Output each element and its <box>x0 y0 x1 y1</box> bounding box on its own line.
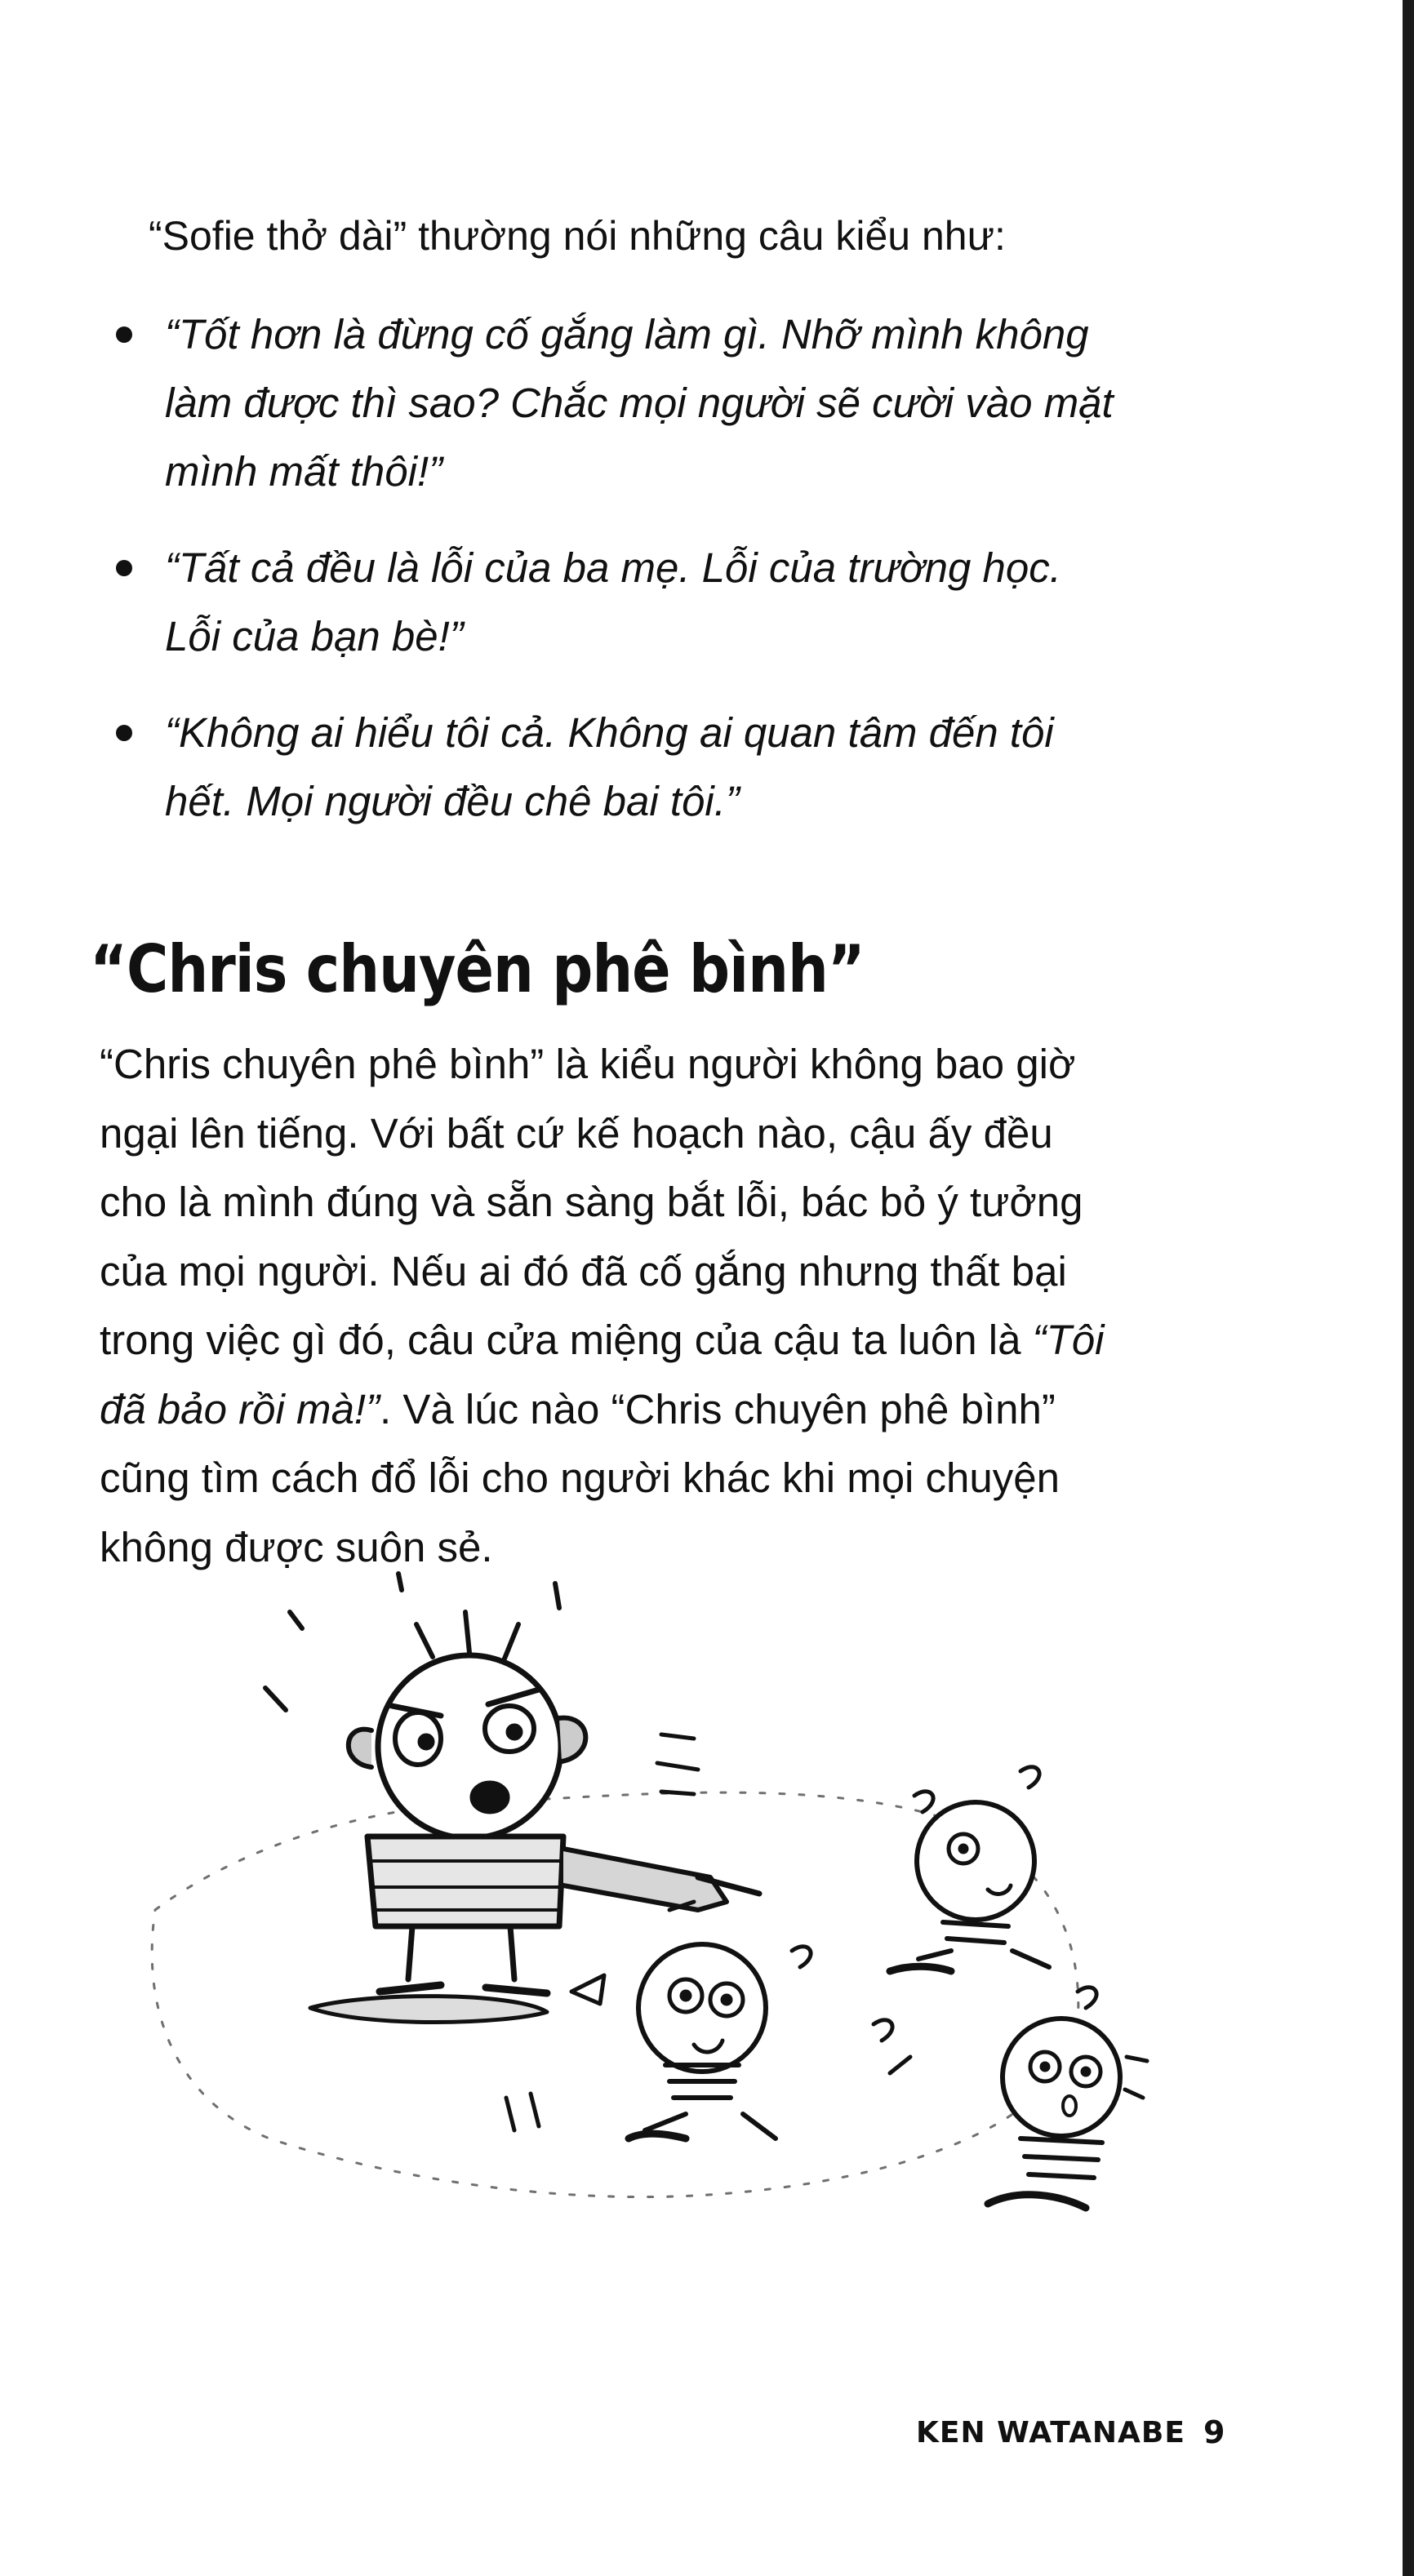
paragraph-line: cho là mình đúng và sẵn sàng bắt lỗi, bác bỏ ý tưởng <box>100 1179 1083 1225</box>
bullet-line: “Tốt hơn là đừng cố gắng làm gì. Nhỡ mình không <box>165 311 1089 358</box>
bullet-line: “Không ai hiểu tôi cả. Không ai quan tâm đến tôi <box>165 709 1054 756</box>
bullet-list <box>113 300 1239 864</box>
paragraph-italic: “Tôi <box>1032 1317 1105 1363</box>
section-heading: “Chris chuyên phê bình” <box>90 930 865 1008</box>
bullet-item <box>113 534 1239 671</box>
bullet-line: làm được thì sao? Chắc mọi người sẽ cười vào mặt <box>165 380 1114 426</box>
intro-line: “Sofie thở dài” thường nói những câu kiểu như: <box>149 213 1006 259</box>
bullet-item <box>113 699 1239 836</box>
bullet-line: “Tất cả đều là lỗi của ba mẹ. Lỗi của trường học. <box>165 544 1061 591</box>
bullet-line: Lỗi của bạn bè!” <box>165 613 464 660</box>
paragraph-line: trong việc gì đó, câu cửa miệng của cậu ta luôn là <box>100 1317 1033 1363</box>
paragraph-italic: đã bảo rồi mà!” <box>100 1385 380 1432</box>
paragraph-line: không được suôn sẻ. <box>100 1523 493 1570</box>
paragraph-line: cũng tìm cách đổ lỗi cho người khác khi mọi chuyện <box>100 1455 1060 1501</box>
paragraph-line: . Và lúc nào “Chris chuyên phê bình” <box>380 1385 1056 1432</box>
footer-author: KEN WATANABE <box>916 2416 1185 2449</box>
bullet-item <box>113 300 1239 506</box>
cartoon-illustration <box>122 1567 1184 2302</box>
bullet-line: mình mất thôi!” <box>165 448 443 495</box>
page-edge <box>1403 0 1414 2576</box>
bullet-dot-icon <box>116 725 132 741</box>
bullet-dot-icon <box>116 326 132 343</box>
bullet-dot-icon <box>116 560 132 576</box>
body-paragraph <box>100 1030 1275 1582</box>
paragraph-line: của mọi người. Nếu ai đó đã cố gắng nhưng thất bại <box>100 1247 1067 1295</box>
paragraph-line: “Chris chuyên phê bình” là kiểu người không bao giờ <box>100 1041 1076 1087</box>
page-number: 9 <box>1203 2414 1225 2450</box>
paragraph-line: ngại lên tiếng. Với bất cứ kế hoạch nào, cậu ấy đều <box>100 1109 1053 1157</box>
bullet-line: hết. Mọi người đều chê bai tôi.” <box>165 778 740 824</box>
